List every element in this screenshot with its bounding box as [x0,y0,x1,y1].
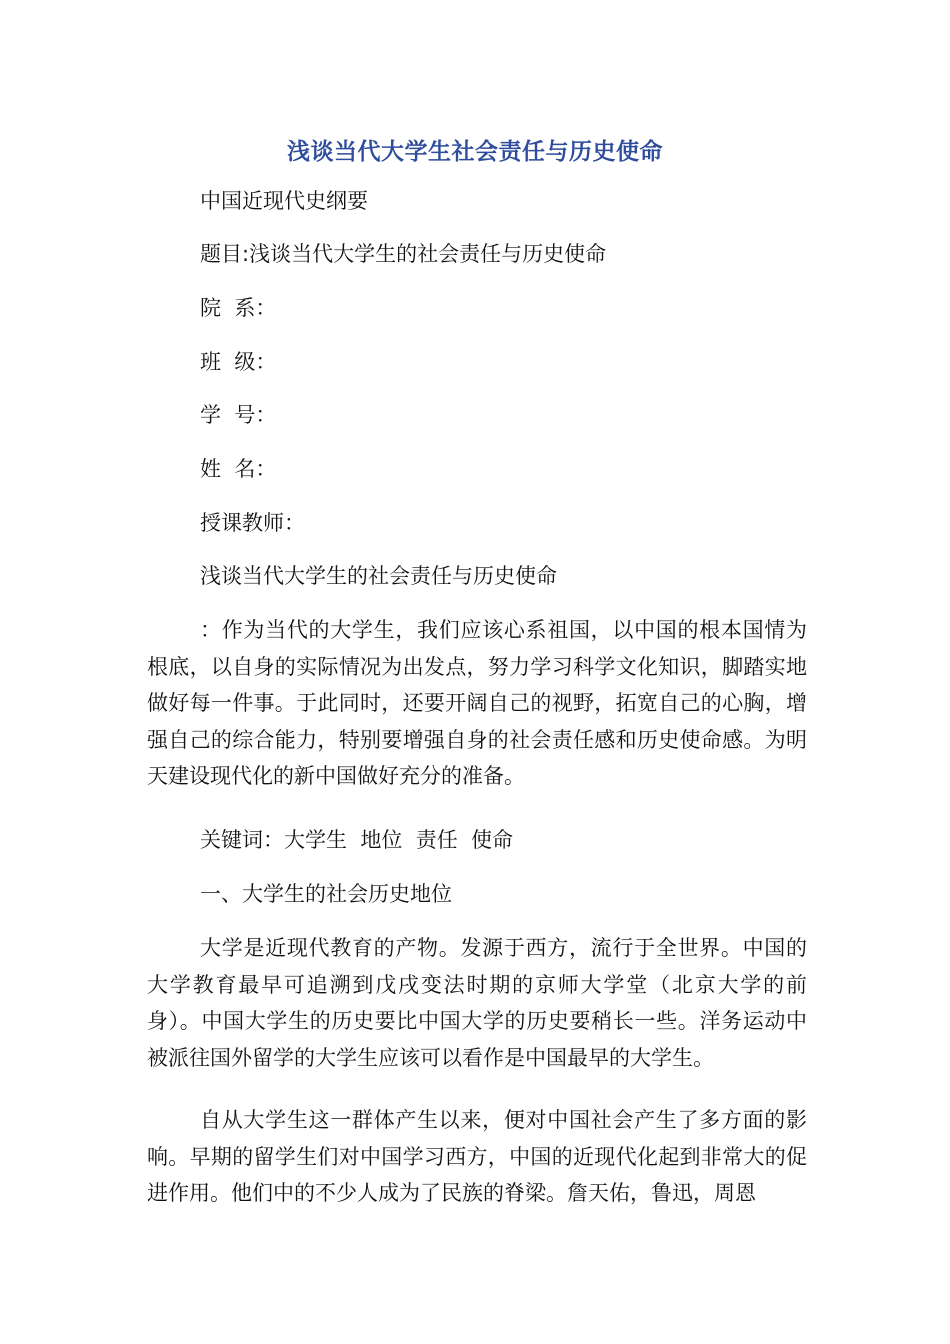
abstract-paragraph: ：作为当代的大学生，我们应该心系祖国，以中国的根本国情为根底，以自身的实际情况为出发点，努力学习科学文化知识，脚踏实地做好每一件事。于此同时，还要开阔自己的视野，拓宽自己的心胸，增强自己的综合能力，特别要增强自身的社会责任感和历史使命感。为明天建设现代化的新中国做好充分的准备。 [147,618,807,788]
subtitle: 浅谈当代大学生的社会责任与历史使命 [200,564,557,588]
class-field: 班 级： [200,350,277,374]
department-field: 院 系： [200,296,277,320]
name-field: 姓 名： [200,457,277,481]
body-paragraph-1: 大学是近现代教育的产物。发源于西方，流行于全世界。中国的大学教育最早可追溯到戊戌变法时期的京师大学堂（北京大学的前身）。中国大学生的历史要比中国大学的历史要稍长一些。洋务运动中被派往国外留学的大学生应该可以看作是中国最早的大学生。 [147,936,807,1070]
document-title: 浅谈当代大学生社会责任与历史使命 [287,139,663,165]
body-paragraph-2: 自从大学生这一群体产生以来，便对中国社会产生了多方面的影响。早期的留学生们对中国学习西方，中国的近现代化起到非常大的促进作用。他们中的不少人成为了民族的脊梁。詹天佑，鲁迅，周恩 [147,1108,807,1205]
course-name: 中国近现代史纲要 [200,189,368,213]
student-id-field: 学 号： [200,403,277,427]
section-heading: 一、大学生的社会历史地位 [200,882,452,906]
keywords-line: 关键词：大学生 地位 责任 使命 [200,828,514,852]
teacher-field: 授课教师： [200,511,305,535]
topic-line: 题目:浅谈当代大学生的社会责任与历史使命 [200,242,607,266]
